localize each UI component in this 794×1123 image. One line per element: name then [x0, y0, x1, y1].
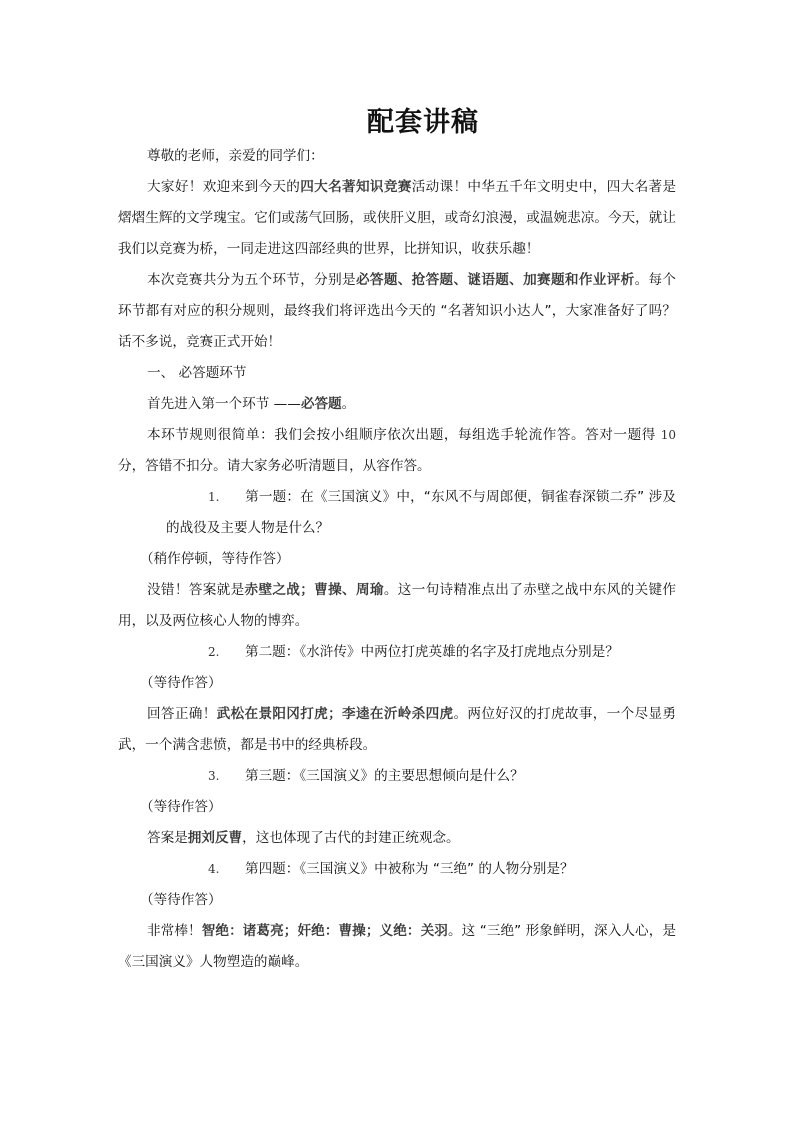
question-item [118, 854, 676, 885]
question-item [118, 761, 676, 792]
greeting: 尊敬的老师，亲爱的同学们： [147, 148, 324, 164]
points-value: 10 [660, 428, 676, 442]
text-span: 首先进入第一个环节 —— [147, 396, 301, 412]
section-rules [118, 420, 676, 482]
highlight-text: 四大名著知识竞赛 [300, 179, 412, 195]
question-text: 第二题：《水浒传》中两位打虎英雄的名字及打虎地点分别是？ [245, 644, 619, 660]
question-number: 4. [208, 862, 220, 876]
text-span: 。每个环节都有对应的积分规则，最终我们将评选出今天的 “名著知识小达人”，大家准备好了吗？话不多说，竞赛正式开始！ [118, 272, 677, 350]
text-span: 回答正确！ [147, 706, 217, 722]
wait-note: （等待作答） [140, 892, 222, 908]
text-span: 答案是 [147, 830, 188, 846]
text-span: ，这也体现了古代的封建正统观念。 [242, 830, 460, 846]
wait-note: （等待作答） [140, 799, 222, 815]
text-span: 活动课！中华五千年文明史中，四大名著是熠熠生辉的文学瑰宝。它们或荡气回肠，或侠肝义胆，或奇幻浪漫，或温婉悲凉。今天，就让我们以竞赛为桥，一同走进这四部经典的世界，比拼知识，收获乐趣！ [118, 179, 677, 257]
section-heading: 一、 必答题环节 [147, 365, 247, 381]
question-item [118, 482, 676, 544]
highlight-text: 拥刘反曹 [187, 830, 243, 846]
answer-paragraph [118, 823, 676, 854]
text-span: 非常棒！ [147, 923, 202, 939]
text-span: 本次竞赛共分为五个环节，分别是 [147, 272, 356, 288]
text-span: 。两位好汉的打虎故事，一个尽显勇武，一个满含悲愤，都是书中的经典桥段。 [118, 706, 677, 753]
intro-paragraph-1 [118, 172, 676, 265]
intro-paragraph-2 [118, 265, 676, 358]
text-span: 分，答错不扣分。请大家务必听清题目，从容作答。 [118, 458, 431, 474]
question-number: 2. [208, 645, 220, 659]
highlight-text: 武松在景阳冈打虎；李逵在沂岭杀四虎 [216, 706, 454, 722]
text-span: 。 [341, 396, 356, 412]
question-text: 第四题：《三国演义》中被称为 “三绝” 的人物分别是？ [245, 861, 574, 877]
question-number: 1. [208, 490, 220, 504]
text-span: 。这 “三绝” 形象鲜明，深入人心，是《三国演义》人物塑造的巅峰。 [118, 923, 677, 970]
answer-paragraph [118, 575, 676, 637]
answer-paragraph [118, 699, 676, 761]
question-text: 第一题：在《三国演义》中，“东风不与周郎便，铜雀春深锁二乔” 涉及的战役及主要人物是什么？ [166, 489, 676, 536]
wait-note: （稍作停顿，等待作答） [140, 551, 290, 567]
text-span: 。这一句诗精准点出了赤壁之战中东风的关键作用，以及两位核心人物的博弈。 [118, 582, 677, 629]
question-number: 3. [208, 769, 220, 783]
highlight-text: 必答题、抢答题、谜语题、加赛题和作业评析 [355, 272, 635, 288]
wait-note: （等待作答） [140, 675, 222, 691]
question-item [118, 637, 676, 668]
section-intro [118, 389, 676, 420]
highlight-text: 必答题 [300, 396, 342, 412]
text-span: 本环节规则很简单：我们会按小组顺序依次出题，每组选手轮流作答。答对一题得 [147, 427, 661, 443]
answer-paragraph [118, 916, 676, 978]
question-text: 第三题：《三国演义》的主要思想倾向是什么？ [245, 768, 524, 784]
text-span: 没错！答案就是 [147, 582, 245, 598]
highlight-text: 赤壁之战；曹操、周瑜 [244, 582, 384, 598]
highlight-text: 智绝：诸葛亮；奸绝：曹操；义绝：关羽 [201, 923, 448, 939]
text-span: 大家好！欢迎来到今天的 [147, 179, 301, 195]
page-title: 配套讲稿 [367, 107, 479, 138]
document-body [118, 141, 676, 978]
